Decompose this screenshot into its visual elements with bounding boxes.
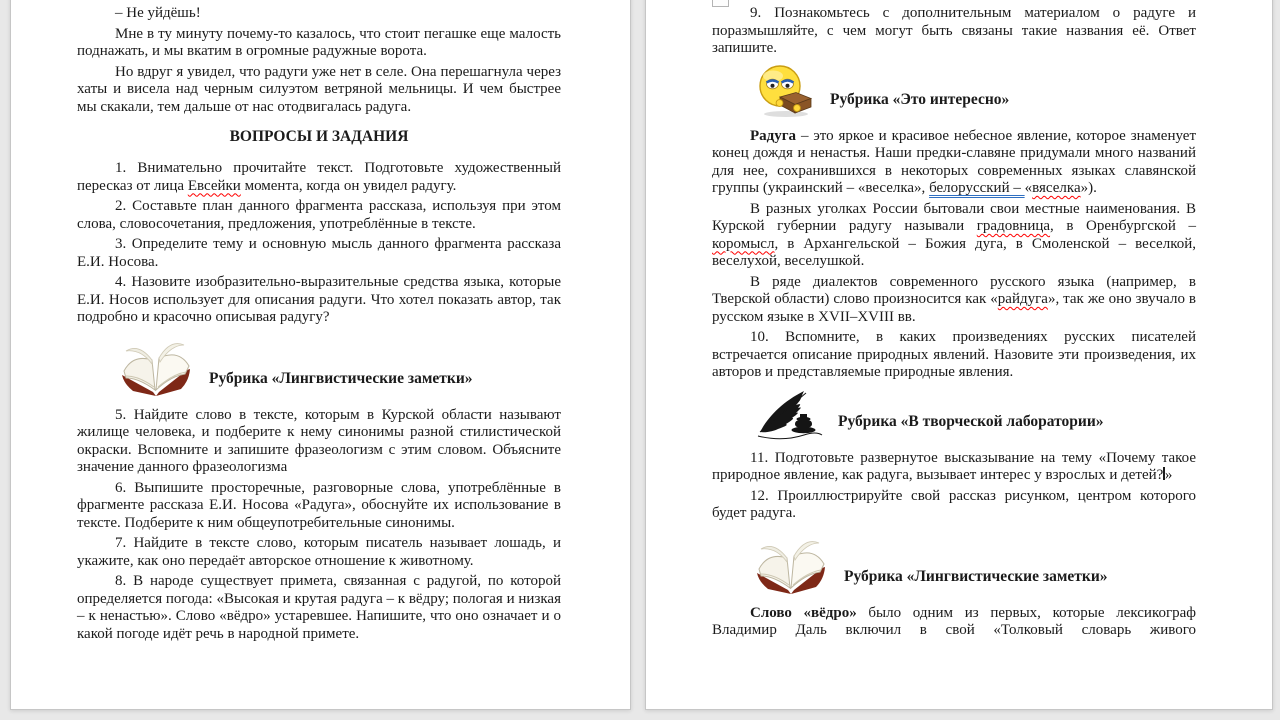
rainbow-lead-word[interactable]: Радуга bbox=[750, 127, 797, 144]
task-item-8[interactable]: 8. В народе существует примета, связанная с радугой, по которой определяется погода: «Высокая и крутая радуга – к вёдру; пологая и низкая – к ненастью». Слово «вёдро» устаревшее. Напишите, что оно означает и о какой погоде идёт речь в народной примете. bbox=[77, 573, 561, 642]
rainbow-text-end[interactable]: »). bbox=[1080, 180, 1097, 196]
task-item-6[interactable]: 6. Выпишите просторечные, разговорные слова, употреблённые в фрагменте рассказа Е.И. Носова «Радуга», обоснуйте их использование в тексте. Подберите к ним общеупотребительные синонимы. bbox=[77, 479, 561, 531]
paragraph-dialects[interactable] bbox=[712, 274, 1196, 327]
rubric-label-linguistic-notes-2[interactable]: Рубрика «Лингвистические заметки» bbox=[844, 567, 1108, 585]
open-book-icon[interactable] bbox=[754, 533, 830, 595]
section-heading-questions[interactable]: ВОПРОСЫ И ЗАДАНИЯ bbox=[229, 128, 409, 145]
rainbow-quote-open[interactable]: « bbox=[1024, 180, 1033, 196]
rubric-label-this-is-interesting[interactable]: Рубрика «Это интересно» bbox=[830, 90, 1010, 108]
task-11-text-end[interactable]: » bbox=[1164, 467, 1173, 483]
page-top-marker bbox=[712, 0, 729, 7]
document-page-right[interactable] bbox=[645, 0, 1273, 710]
misspelled-word-gradovnitsa[interactable]: градовница bbox=[976, 218, 1051, 234]
rubric-label-linguistic-notes[interactable]: Рубрика «Лингвистические заметки» bbox=[209, 369, 473, 387]
regional-text[interactable]: В разных уголках России бытовали свои местные наименования. В Курской губернии радугу называли bbox=[712, 200, 1196, 234]
task-item-10[interactable]: 10. Вспомните, в каких произведениях русских писателей встречается описание природных явлений. Назовите эти произведения, их авторов и представляемые природные явления. bbox=[712, 329, 1196, 380]
paragraph-regional-names[interactable] bbox=[712, 201, 1196, 271]
task-item-3[interactable]: 3. Определите тему и основную мысль данного фрагмента рассказа Е.И. Носова. bbox=[77, 236, 561, 270]
dialects-text-end[interactable]: », так же оно звучало в русском языке в XVII–XVIII вв. bbox=[712, 291, 1197, 325]
dialects-text[interactable]: В ряде диалектов современного русского языка (например, в Тверской области) слово произносится как « bbox=[712, 273, 1196, 307]
paragraph-vedro-dal[interactable] bbox=[712, 605, 1196, 640]
smiley-reading-book-icon[interactable] bbox=[754, 64, 816, 118]
task-1-text-end[interactable]: момента, когда он увидел радугу. bbox=[240, 177, 457, 194]
vedro-text[interactable]: было одним из первых, которые лексикограф Владимир Даль включил в свой «Толковый словарь живого bbox=[712, 604, 1197, 638]
document-page-left[interactable] bbox=[10, 0, 631, 710]
open-book-icon[interactable] bbox=[119, 335, 195, 397]
regional-text-mid[interactable]: , в Оренбургской – bbox=[1050, 218, 1196, 234]
misspelled-word-koromysl[interactable]: коромысл bbox=[712, 235, 775, 252]
misspelled-word-vyaselka[interactable]: вяселка bbox=[1032, 180, 1081, 196]
quill-and-inkwell-icon[interactable] bbox=[754, 388, 824, 440]
task-item-12[interactable]: 12. Проиллюстрируйте свой рассказ рисунком, центром которого будет радуга. bbox=[712, 487, 1196, 521]
vedro-lead-words[interactable]: Слово «вёдро» bbox=[750, 604, 857, 621]
grammar-flagged-belorussky[interactable]: белорусский – bbox=[929, 180, 1025, 196]
rubric-label-creative-lab[interactable]: Рубрика «В творческой лаборатории» bbox=[838, 412, 1104, 430]
paragraph-rainbow-gone[interactable]: Но вдруг я увидел, что радуги уже нет в селе. Она перешагнула через хаты и висела над черным силуэтом ветряной мельницы. И чем быстрее мы скакали, тем дальше от нас отодвигалась радуга. bbox=[77, 63, 561, 115]
task-item-1[interactable] bbox=[77, 160, 561, 195]
regional-text-end[interactable]: , в Архангельской – Божия дуга, в Смоленской – веселкой, веселухой, веселушкой. bbox=[712, 235, 1196, 269]
paragraph-dialogue[interactable]: – Не уйдёшь! bbox=[115, 5, 201, 21]
misspelled-word-rayduga[interactable]: райдуга bbox=[997, 291, 1048, 307]
rubric-linguistic-notes bbox=[77, 335, 561, 397]
task-item-4[interactable]: 4. Назовите изобразительно-выразительные средства языка, которые Е.И. Носов использует для описания радуги. Что хотел показать автор, так подробно и красочно описывая радугу? bbox=[77, 274, 561, 325]
paragraph-minute[interactable]: Мне в ту минуту почему-то казалось, что стоит пегашке еще малость поднажать, и мы вкатим в огромные радужные ворота. bbox=[77, 25, 561, 59]
paragraph-rainbow-info[interactable] bbox=[712, 128, 1196, 198]
task-item-2[interactable]: 2. Составьте план данного фрагмента рассказа, используя при этом слова, словосочетания, предложения, употреблённые в тексте. bbox=[77, 198, 561, 232]
rubric-creative-lab bbox=[712, 388, 1196, 440]
misspelled-word-evseyki[interactable]: Евсейки bbox=[187, 177, 241, 194]
task-item-9[interactable]: 9. Познакомьтесь с дополнительным материалом о радуге и поразмышляйте, с чем могут быть связаны такие названия её. Ответ запишите. bbox=[712, 5, 1196, 56]
task-11-text[interactable]: 11. Подготовьте развернутое высказывание на тему «Почему такое природное явление, как радуга, вызывает интерес у взрослых и детей? bbox=[712, 449, 1196, 483]
task-1-text[interactable]: 1. Внимательно прочитайте текст. Подготовьте художественный пересказ от лица bbox=[77, 160, 561, 194]
rainbow-text[interactable]: – это яркое и красивое небесное явление, которое знаменует конец дождя и ненастья. Наши предки-славяне придумали много названий для нее, сохранившихся в некоторых современных языках славянской группы (украинский – «веселка», bbox=[712, 127, 1196, 196]
task-item-5[interactable]: 5. Найдите слово в тексте, которым в Курской области называют жилище человека, и подберите к нему синонимы разной стилистической окраски. Вспомните и запишите фразеологизм с этим словом. Объясните значение данного фразеологизма bbox=[77, 406, 561, 475]
rubric-this-is-interesting bbox=[712, 64, 1196, 118]
task-item-11[interactable] bbox=[712, 450, 1196, 485]
rubric-linguistic-notes-2 bbox=[712, 533, 1196, 595]
task-item-7[interactable]: 7. Найдите в тексте слово, которым писатель называет лошадь, и укажите, как оно передаёт авторское отношение к животному. bbox=[77, 535, 561, 569]
